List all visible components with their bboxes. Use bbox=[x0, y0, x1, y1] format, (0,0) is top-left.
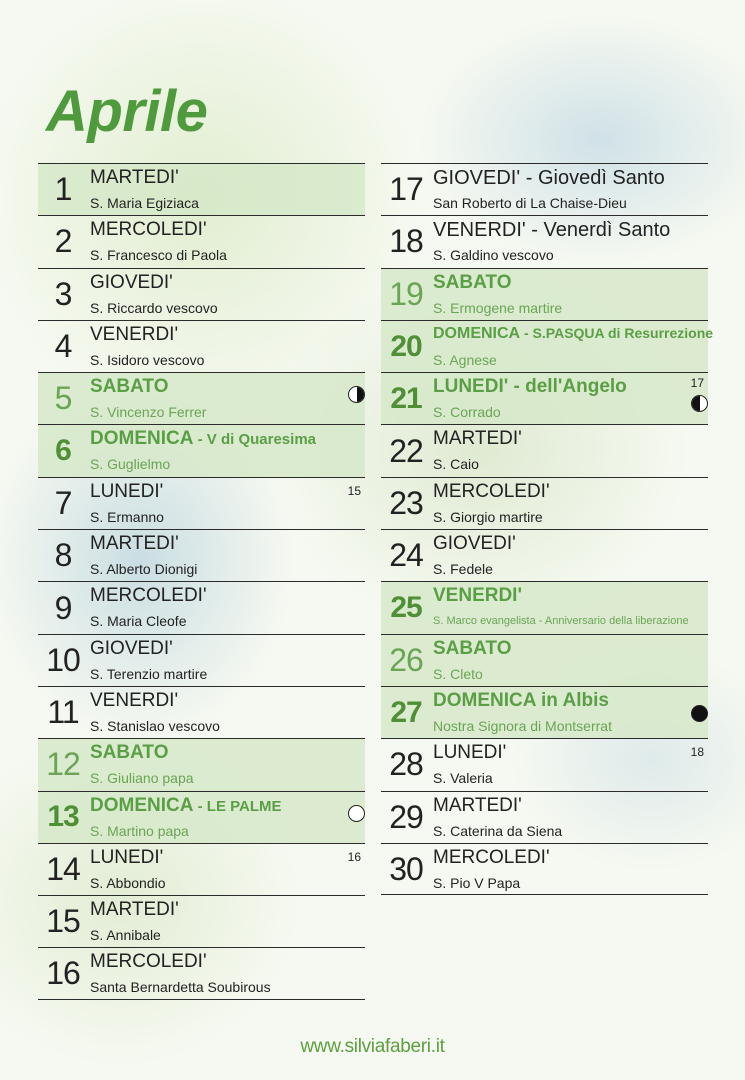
weekday-label: VENERDI' bbox=[90, 323, 179, 345]
week-number: 17 bbox=[690, 376, 704, 391]
weekday-label: GIOVEDI' bbox=[433, 533, 516, 555]
day-row-23 bbox=[381, 477, 708, 529]
first-quarter-moon-icon bbox=[348, 386, 365, 403]
day-row-30 bbox=[381, 843, 708, 895]
day-row-8 bbox=[38, 529, 365, 581]
day-number: 8 bbox=[54, 537, 72, 574]
weekday-label: DOMENICA - V di Quaresima bbox=[90, 428, 316, 450]
week-number: 16 bbox=[347, 849, 361, 864]
day-row-28 bbox=[381, 738, 708, 790]
saint-name: S. Francesco di Paola bbox=[90, 247, 227, 264]
weekday-label: VENERDI' bbox=[90, 689, 179, 711]
weekday-label: MARTEDI' bbox=[90, 533, 179, 555]
saint-name: S. Terenzio martire bbox=[90, 665, 208, 682]
weekday-label: SABATO bbox=[433, 271, 512, 293]
weekday-label: VENERDI' bbox=[433, 585, 522, 607]
day-number: 30 bbox=[389, 850, 423, 887]
weekday-label: MERCOLEDI' bbox=[433, 480, 550, 502]
weekday-label: MARTEDI' bbox=[90, 167, 179, 188]
saint-name: S. Galdino vescovo bbox=[433, 247, 554, 264]
week-number: 18 bbox=[690, 745, 704, 760]
saint-name: S. Riccardo vescovo bbox=[90, 299, 218, 316]
day-row-17 bbox=[381, 163, 708, 215]
day-row-15 bbox=[38, 895, 365, 947]
day-number: 19 bbox=[389, 275, 423, 312]
new-moon-icon bbox=[691, 705, 708, 722]
day-number: 26 bbox=[389, 641, 423, 678]
weekday-label: VENERDI' - Venerdì Santo bbox=[433, 219, 671, 242]
day-row-7 bbox=[38, 477, 365, 529]
day-row-25 bbox=[381, 581, 708, 633]
day-number: 16 bbox=[46, 955, 80, 992]
saint-name: S. Ermanno bbox=[90, 508, 164, 525]
weekday-label: LUNEDI' bbox=[90, 480, 164, 502]
saint-name: S. Maria Egiziaca bbox=[90, 195, 199, 211]
calendar-column-right bbox=[381, 163, 714, 895]
weekday-label: SABATO bbox=[433, 637, 512, 659]
day-row-13 bbox=[38, 791, 365, 843]
day-number: 11 bbox=[47, 694, 79, 731]
weekday-label: GIOVEDI' bbox=[90, 271, 173, 293]
weekday-label: MERCOLEDI' bbox=[90, 219, 207, 241]
day-row-2 bbox=[38, 215, 365, 267]
day-number: 14 bbox=[46, 851, 80, 887]
day-number: 21 bbox=[390, 381, 422, 415]
last-quarter-moon-icon bbox=[691, 395, 708, 412]
day-number: 22 bbox=[389, 432, 423, 469]
day-row-26 bbox=[381, 634, 708, 686]
weekday-label: LUNEDI' bbox=[433, 742, 507, 764]
saint-name: S. Pio V Papa bbox=[433, 874, 521, 891]
saint-name: San Roberto di La Chaise-Dieu bbox=[433, 195, 627, 211]
day-number: 4 bbox=[54, 328, 72, 365]
weekday-label: DOMENICA - LE PALME bbox=[90, 794, 282, 816]
saint-name: S. Martino papa bbox=[90, 822, 189, 839]
saint-name: S. Isidoro vescovo bbox=[90, 351, 205, 368]
weekday-label: MERCOLEDI' bbox=[433, 846, 550, 868]
weekday-label: SABATO bbox=[90, 742, 169, 764]
day-row-6 bbox=[38, 424, 365, 476]
saint-name: Santa Bernardetta Soubirous bbox=[90, 979, 271, 996]
day-number: 1 bbox=[54, 171, 72, 208]
saint-name: Nostra Signora di Montserrat bbox=[433, 717, 612, 734]
weekday-label: MARTEDI' bbox=[433, 794, 522, 816]
saint-name: S. Marco evangelista - Anniversario della liberazione bbox=[433, 615, 689, 628]
day-number: 27 bbox=[390, 695, 422, 729]
day-number: 23 bbox=[389, 484, 423, 521]
week-number: 15 bbox=[347, 483, 361, 498]
day-number: 28 bbox=[389, 746, 423, 783]
day-row-3 bbox=[38, 268, 365, 320]
calendar-column-left bbox=[38, 163, 365, 1000]
day-number: 6 bbox=[55, 434, 71, 468]
saint-name: S. Corrado bbox=[433, 404, 501, 421]
day-row-19 bbox=[381, 268, 708, 320]
day-number: 18 bbox=[389, 223, 423, 260]
saint-name: S. Cleto bbox=[433, 665, 483, 682]
day-number: 20 bbox=[390, 329, 422, 363]
day-row-5 bbox=[38, 372, 365, 424]
day-row-10 bbox=[38, 634, 365, 686]
day-row-16 bbox=[38, 947, 365, 999]
day-row-1 bbox=[38, 163, 365, 215]
page-title: Aprile bbox=[46, 79, 208, 144]
day-row-12 bbox=[38, 738, 365, 790]
saint-name: S. Annibale bbox=[90, 927, 161, 944]
weekday-label: SABATO bbox=[90, 376, 169, 398]
day-number: 2 bbox=[54, 223, 72, 260]
saint-name: S. Valeria bbox=[433, 770, 493, 787]
weekday-label: MERCOLEDI' bbox=[90, 951, 207, 973]
saint-name: S. Abbondio bbox=[90, 874, 166, 891]
weekday-label: LUNEDI' bbox=[90, 846, 164, 868]
day-row-14 bbox=[38, 843, 365, 895]
weekday-label: DOMENICA in Albis bbox=[433, 689, 609, 711]
day-row-4 bbox=[38, 320, 365, 372]
saint-name: S. Vincenzo Ferrer bbox=[90, 404, 207, 421]
day-number: 29 bbox=[389, 798, 423, 835]
saint-name: S. Guglielmo bbox=[90, 456, 171, 473]
weekday-label: LUNEDI' - dell'Angelo bbox=[433, 376, 627, 398]
day-row-18 bbox=[381, 215, 708, 267]
weekday-label: GIOVEDI' bbox=[90, 637, 173, 659]
day-number: 15 bbox=[46, 903, 80, 940]
saint-name: S. Fedele bbox=[433, 561, 493, 578]
weekday-label: MERCOLEDI' bbox=[90, 585, 207, 607]
saint-name: S. Caterina da Siena bbox=[433, 822, 563, 839]
day-number: 17 bbox=[389, 171, 423, 208]
day-number: 13 bbox=[47, 800, 79, 834]
full-moon-icon bbox=[348, 805, 365, 822]
day-number: 9 bbox=[54, 589, 72, 626]
day-row-11 bbox=[38, 686, 365, 738]
saint-name: S. Caio bbox=[433, 456, 479, 473]
day-number: 25 bbox=[390, 591, 422, 625]
saint-name: S. Agnese bbox=[433, 351, 497, 368]
weekday-label: MARTEDI' bbox=[433, 428, 522, 450]
website-footer: www.silviafaberi.it bbox=[300, 1036, 445, 1057]
day-row-29 bbox=[381, 791, 708, 843]
day-row-20 bbox=[381, 320, 714, 372]
weekday-label: MARTEDI' bbox=[90, 899, 179, 921]
day-number: 5 bbox=[54, 380, 72, 417]
day-row-9 bbox=[38, 581, 365, 633]
weekday-label: DOMENICA - S.PASQUA di Resurrezione bbox=[433, 324, 714, 342]
saint-name: S. Stanislao vescovo bbox=[90, 717, 220, 734]
day-row-21 bbox=[381, 372, 708, 424]
day-number: 3 bbox=[54, 275, 72, 312]
day-number: 7 bbox=[54, 484, 72, 521]
saint-name: S. Ermogene martire bbox=[433, 299, 563, 316]
saint-name: S. Giuliano papa bbox=[90, 770, 194, 787]
saint-name: S. Maria Cleofe bbox=[90, 613, 187, 630]
day-row-22 bbox=[381, 424, 708, 476]
saint-name: S. Alberto Dionigi bbox=[90, 561, 198, 578]
day-row-24 bbox=[381, 529, 708, 581]
weekday-label: GIOVEDI' - Giovedì Santo bbox=[433, 167, 665, 189]
saint-name: S. Giorgio martire bbox=[433, 508, 543, 525]
day-row-27 bbox=[381, 686, 708, 738]
day-number: 12 bbox=[46, 746, 80, 783]
day-number: 10 bbox=[46, 641, 80, 678]
day-number: 24 bbox=[389, 537, 423, 574]
